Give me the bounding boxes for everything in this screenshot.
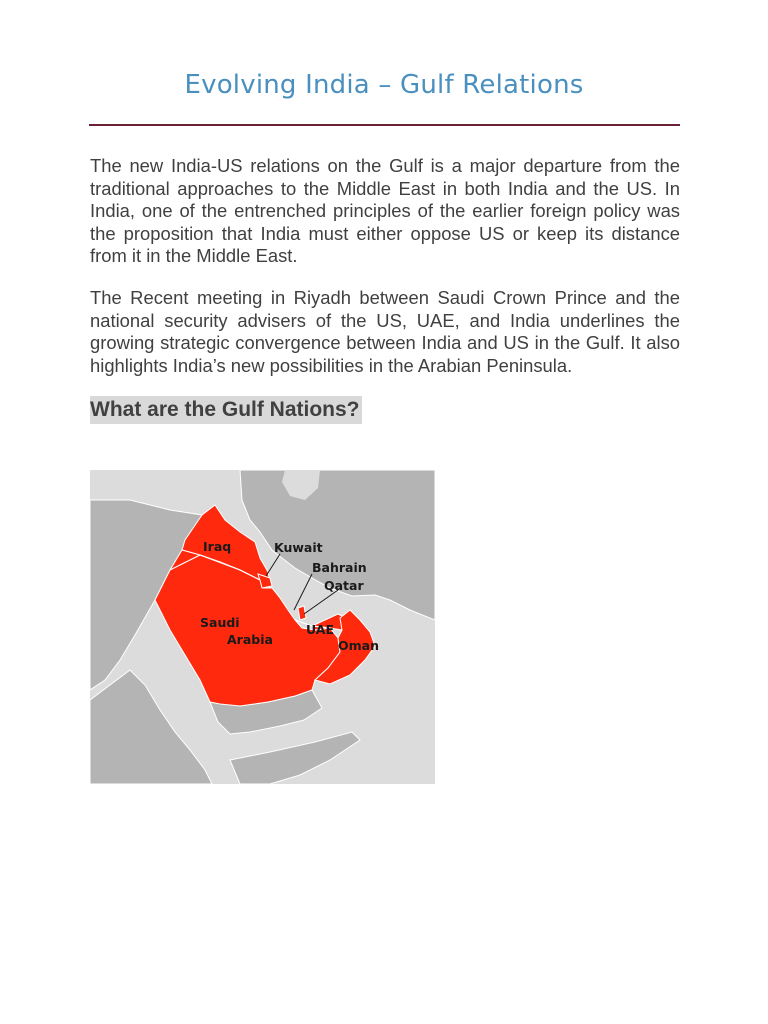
title-divider <box>89 124 680 126</box>
label-qatar: Qatar <box>324 578 364 593</box>
label-bahrain: Bahrain <box>312 560 367 575</box>
label-uae: UAE <box>306 622 334 637</box>
label-saudi: Saudi <box>200 615 240 630</box>
page-title: Evolving India – Gulf Relations <box>184 70 584 100</box>
paragraph-riyadh-meeting: The Recent meeting in Riyadh between Saudi Crown Prince and the national security advisers of the US, UAE, and India underlines the growing strategic convergence between India and US in the Gulf. It also highlights India’s new possibilities in the Arabian Peninsula. <box>90 287 680 376</box>
map-svg <box>90 470 435 784</box>
label-oman: Oman <box>338 638 379 653</box>
label-arabia: Arabia <box>227 632 273 647</box>
section-heading-gulf-nations: What are the Gulf Nations? <box>90 396 362 424</box>
gulf-nations-map <box>90 470 435 784</box>
label-iraq: Iraq <box>203 539 232 554</box>
paragraph-india-us-relations: The new India-US relations on the Gulf is a major departure from the traditional approaches to the Middle East in both India and the US. In India, one of the entrenched principles of the earlier foreign policy was the proposition that India must either oppose US or keep its distance from it in the Middle East. <box>90 155 680 267</box>
label-kuwait: Kuwait <box>274 540 323 555</box>
